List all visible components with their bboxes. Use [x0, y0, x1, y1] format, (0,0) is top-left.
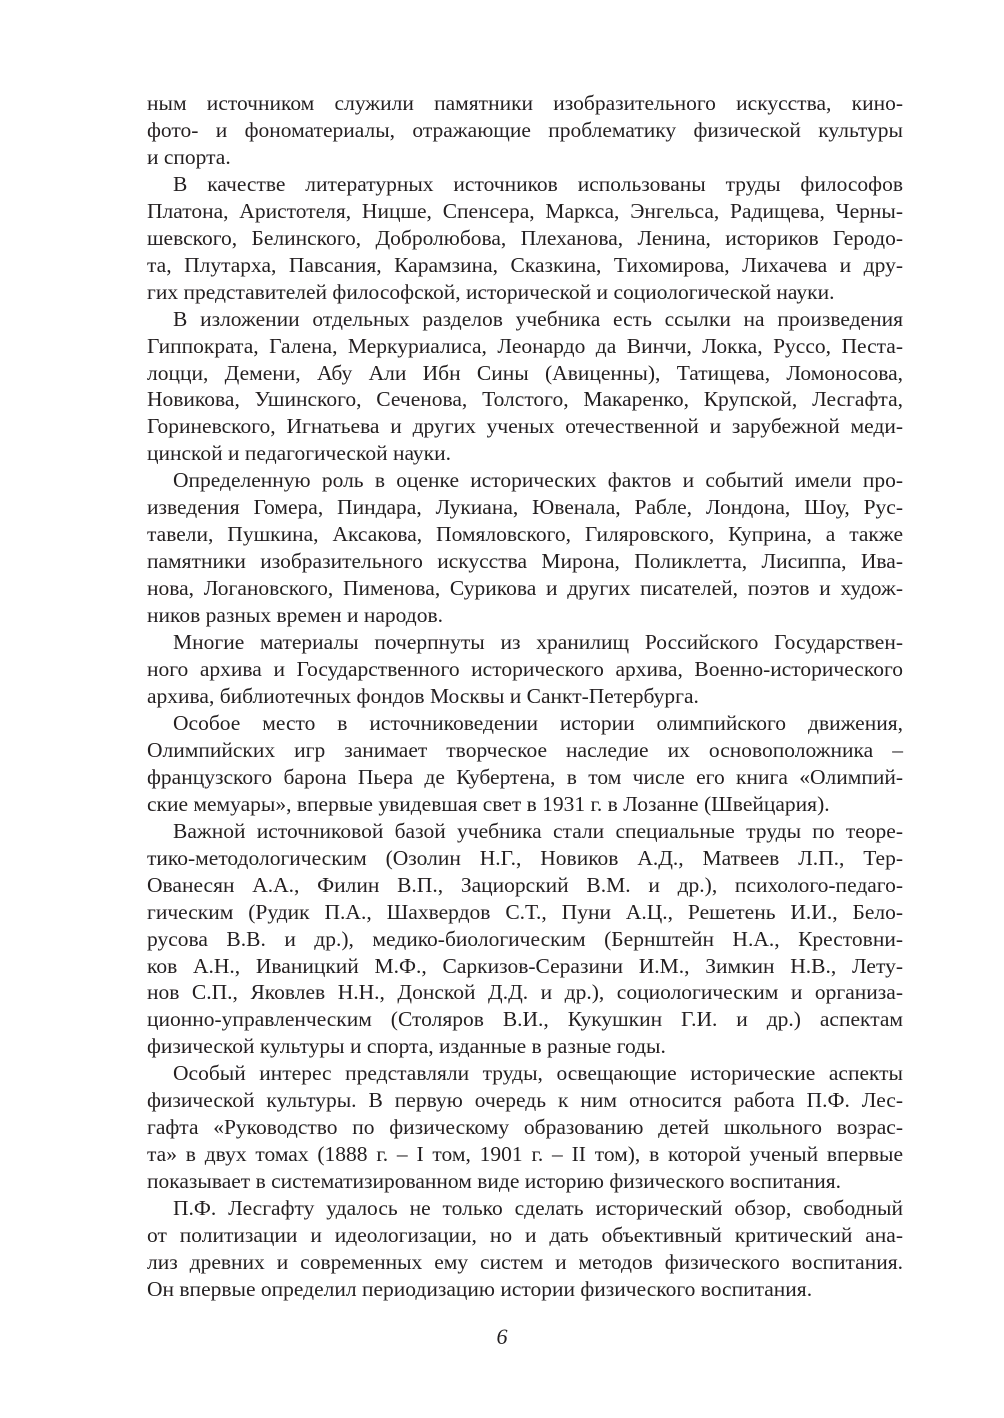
paragraph — [147, 171, 903, 306]
text-line: тавели, Пушкина, Аксакова, Помяловского, Гиляровского, Куприна, а также — [147, 522, 903, 547]
text-line: Особое место в источниковедении истории олимпийского движения, — [173, 710, 903, 735]
text-line: тико-методологическим (Озолин Н.Г., Новиков А.Д., Матвеев Л.П., Тер- — [147, 845, 903, 870]
text-line: и спорта. — [147, 144, 231, 169]
text-line: Он впервые определил периодизацию истории физического воспитания. — [147, 1276, 813, 1301]
text-line: изведения Гомера, Пиндара, Лукиана, Ювенала, Рабле, Лондона, Шоу, Рус- — [147, 495, 903, 520]
text-line: лоцци, Демени, Абу Али Ибн Сины (Авиценны), Татищева, Ломоносова, — [147, 360, 903, 385]
paragraph — [147, 467, 903, 629]
text-line: лиз древних и современных ему систем и методов физического воспитания. — [147, 1249, 903, 1274]
text-line: Олимпийских игр занимает творческое наследие их основоположника – — [147, 737, 903, 762]
text-line: ков А.Н., Иваницкий М.Ф., Саркизов-Серазини И.М., Зимкин Н.В., Лету- — [147, 953, 903, 978]
paragraph — [147, 629, 903, 710]
text-line: французского барона Пьера де Кубертена, в том числе его книга «Олимпий- — [147, 764, 903, 789]
text-line: та, Плутарха, Павсания, Карамзина, Сказкина, Тихомирова, Лихачева и дру- — [147, 252, 903, 277]
text-line: ционно-управленческим (Столяров В.И., Кукушкин Г.И. и др.) аспектам — [147, 1007, 903, 1032]
text-line: нов С.П., Яковлев Н.Н., Донской Д.Д. и др.), социологическим и организа- — [147, 980, 903, 1005]
text-line: та» в двух томах (1888 г. – I том, 1901 г. – II том), в которой ученый впервые — [147, 1142, 903, 1167]
text-line: В изложении отдельных разделов учебника есть ссылки на произведения — [173, 306, 903, 331]
text-line: Важной источниковой базой учебника стали специальные труды по теоре- — [173, 818, 903, 843]
text-line: Определенную роль в оценке исторических фактов и событий имели про- — [173, 468, 903, 493]
text-line: ного архива и Государственного исторического архива, Военно-исторического — [147, 657, 903, 682]
text-line: шевского, Белинского, Добролюбова, Плеханова, Ленина, историков Геродо- — [147, 225, 903, 250]
text-line: гих представителей философской, исторической и социологической науки. — [147, 279, 835, 304]
text-line: Многие материалы почерпнуты из хранилищ Российского Государствен- — [173, 630, 903, 655]
text-line: В качестве литературных источников использованы труды философов — [173, 171, 903, 196]
text-line: гафта «Руководство по физическому образованию детей школьного возрас- — [147, 1115, 903, 1140]
paragraph — [147, 90, 903, 171]
text-line: Ованесян А.А., Филин В.П., Зациорский В.М. и др.), психолого-педаго- — [147, 872, 903, 897]
text-line: П.Ф. Лесгафту удалось не только сделать исторический обзор, свободный — [173, 1196, 903, 1221]
paragraph — [147, 710, 903, 818]
text-line: от политизации и идеологизации, но и дать объективный критический ана- — [147, 1223, 903, 1248]
text-line: ников разных времен и народов. — [147, 603, 444, 628]
paragraph — [147, 1195, 903, 1303]
text-line: ские мемуары», впервые увидевшая свет в 1931 г. в Лозанне (Швейцария). — [147, 791, 830, 816]
text-line: Гориневского, Игнатьева и других ученых отечественной и зарубежной меди- — [147, 414, 903, 439]
text-line: физической культуры. В первую очередь к ним относится работа П.Ф. Лес- — [147, 1088, 903, 1113]
text-line: памятники изобразительного искусства Мирона, Поликлетта, Лисиппа, Ива- — [147, 549, 903, 574]
page-number: 6 — [496, 1324, 508, 1349]
text-line: Платона, Аристотеля, Ницше, Спенсера, Маркса, Энгельса, Радищева, Черны- — [147, 198, 903, 223]
text-line: Особый интерес представляли труды, освещающие исторические аспекты — [173, 1061, 903, 1086]
text-line: показывает в систематизированном виде историю физического воспитания. — [147, 1169, 842, 1194]
text-line: гическим (Рудик П.А., Шахвердов С.Т., Пуни А.Ц., Решетень И.И., Бело- — [147, 899, 903, 924]
text-line: русова В.В. и др.), медико-биологическим (Бернштейн Н.А., Крестовни- — [147, 926, 903, 951]
text-line: цинской и педагогической науки. — [147, 441, 451, 466]
text-line: Новикова, Ушинского, Сеченова, Толстого, Макаренко, Крупской, Лесгафта, — [147, 387, 903, 412]
text-line: Гиппократа, Галена, Меркуриалиса, Леонардо да Винчи, Локка, Руссо, Песта- — [147, 333, 903, 358]
paragraph — [147, 818, 903, 1061]
document-body — [147, 90, 903, 1303]
paragraph — [147, 306, 903, 468]
text-line: нова, Логановского, Пименова, Сурикова и других писателей, поэтов и худож- — [147, 576, 903, 601]
text-line: ным источником служили памятники изобразительного искусства, кино- — [147, 91, 903, 115]
paragraph — [147, 1060, 903, 1195]
text-line: фото- и фономатериалы, отражающие проблематику физической культуры — [147, 117, 903, 142]
text-line: физической культуры и спорта, изданные в разные годы. — [147, 1034, 666, 1059]
text-line: архива, библиотечных фондов Москвы и Санкт-Петербурга. — [147, 683, 699, 708]
